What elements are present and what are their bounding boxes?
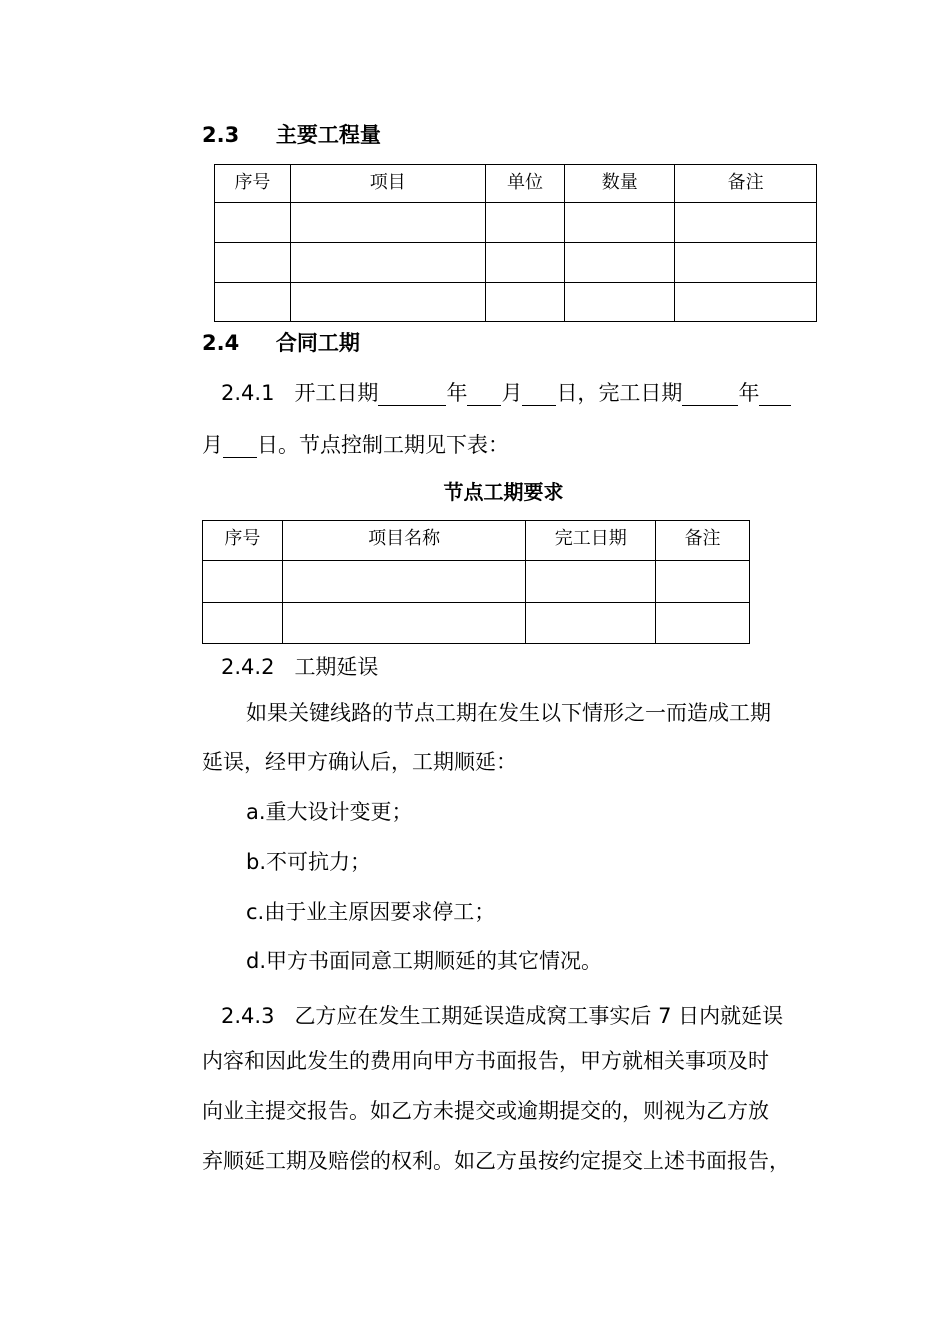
table-row [203,561,750,603]
clause-2-4-3-line4: 弃顺延工期及赔偿的权利。如乙方虽按约定提交上述书面报告， [202,1149,790,1173]
table-cell [203,561,283,603]
table-cell [565,283,675,322]
year-label: 年 [738,381,760,405]
table-cell [485,283,565,322]
clause-2-4-3-line1 [221,1003,783,1029]
table-cell [290,283,485,322]
table-cell [485,243,565,283]
table-cell [282,561,526,603]
table-row [215,243,817,283]
month-label: 月 [202,433,223,457]
table-header-row [203,521,750,561]
section-title: 主要工程量 [275,123,381,147]
list-item: b.不可抗力； [246,850,372,874]
table-header-cell: 备注 [675,165,817,203]
table-header-row [215,165,817,203]
table-cell [215,203,291,243]
table-header-cell: 项目名称 [282,521,526,561]
section-title: 合同工期 [275,331,360,355]
node-table-caption: 节点工期要求 [443,480,564,504]
clause-number: 2.4.3 [221,1004,275,1028]
month-label: 月 [501,381,523,405]
table-cell [290,203,485,243]
clause-2-4-2-heading [221,654,378,680]
table-cell [656,561,750,603]
table-cell [526,603,656,644]
table-header-cell: 序号 [215,165,291,203]
start-year-blank [378,381,446,406]
table-cell [675,283,817,322]
quantities-table [214,164,817,322]
table-cell [290,243,485,283]
table-cell [203,603,283,644]
table-row [215,283,817,322]
table-cell [215,283,291,322]
clause-number: 2.4.1 [221,381,275,405]
finish-day-blank [223,427,257,458]
clause-title: 工期延误 [294,655,379,679]
table-header-cell: 备注 [656,521,750,561]
clause-2-4-2-line2: 延误，经甲方确认后，工期顺延： [202,750,517,774]
start-day-blank [522,381,556,406]
table-row [215,203,817,243]
clause-2-4-3-line2: 内容和因此发生的费用向甲方书面报告，甲方就相关事项及时 [202,1049,769,1073]
clause-2-4-1-line2 [202,427,509,458]
section-number: 2.4 [202,331,240,355]
table-header-cell: 序号 [203,521,283,561]
list-item: c.由于业主原因要求停工； [246,900,496,924]
table-header-cell: 完工日期 [526,521,656,561]
section-number: 2.3 [202,123,240,147]
clause-text: 乙方应在发生工期延误造成窝工事实后 7 日内就延误 [294,1004,784,1028]
table-cell [282,603,526,644]
table-header-cell: 项目 [290,165,485,203]
start-month-blank [467,381,501,406]
table-header-cell: 数量 [565,165,675,203]
table-header-cell: 单位 [485,165,565,203]
year-label: 年 [446,381,468,405]
node-schedule-table [202,520,750,644]
clause-2-4-2-line1: 如果关键线路的节点工期在发生以下情形之一而造成工期 [246,701,771,725]
clause-2-4-1-line1 [221,380,791,406]
section-2-4-heading [202,327,360,357]
section-2-3-heading [202,119,381,149]
table-cell [526,561,656,603]
table-row [203,603,750,644]
day-label: 日， [556,381,599,405]
list-item: d.甲方书面同意工期顺延的其它情况。 [246,949,603,973]
table-cell [675,203,817,243]
table-cell [565,203,675,243]
finish-date-label: 完工日期 [598,381,683,405]
day-tail-text: 日。节点控制工期见下表： [257,433,509,457]
start-date-label: 开工日期 [294,381,379,405]
finish-month-blank [759,381,791,406]
table-cell [215,243,291,283]
table-cell [675,243,817,283]
clause-2-4-3-line3: 向业主提交报告。如乙方未提交或逾期提交的，则视为乙方放 [202,1099,769,1123]
table-cell [565,243,675,283]
table-cell [656,603,750,644]
list-item: a.重大设计变更； [246,800,413,824]
table-cell [485,203,565,243]
finish-year-blank [682,381,738,406]
clause-number: 2.4.2 [221,655,275,679]
